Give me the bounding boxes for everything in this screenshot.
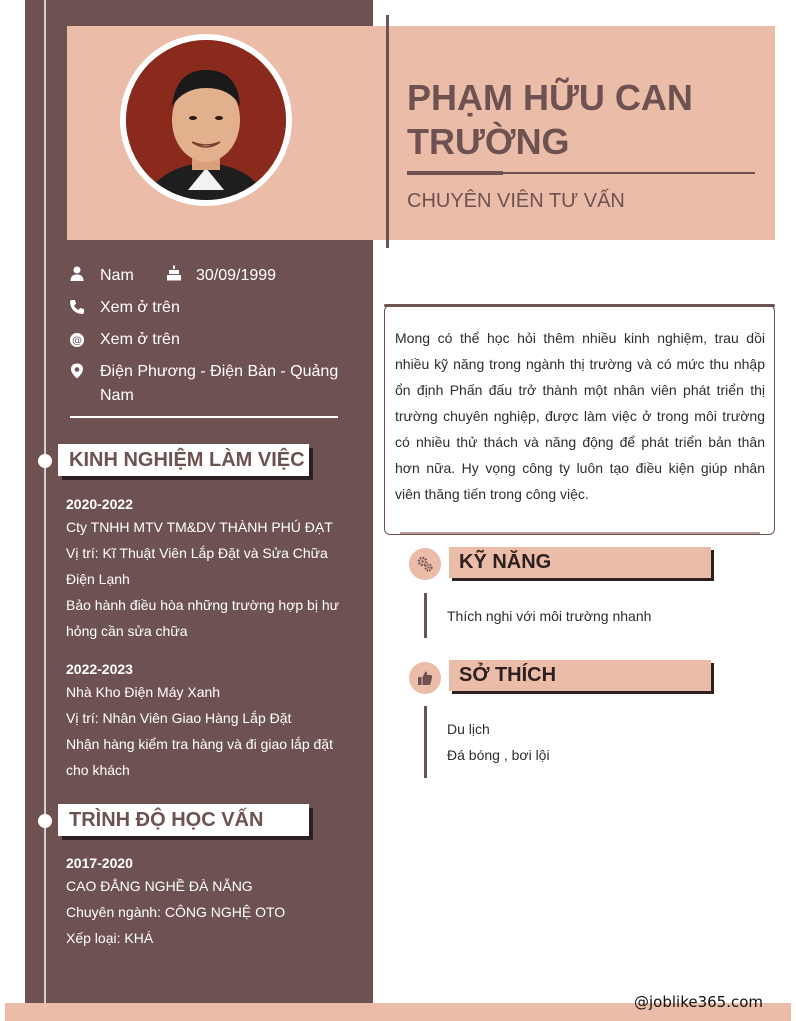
gender-text: Nam bbox=[100, 267, 134, 284]
watermark-text: @joblike365.com bbox=[634, 993, 764, 1011]
hobby-item: Đá bóng , bơi lội bbox=[447, 747, 550, 763]
gears-icon bbox=[417, 556, 433, 572]
experience-years: 2022-2023 bbox=[66, 661, 133, 677]
objective-top-rule bbox=[384, 304, 775, 307]
job-title: CHUYÊN VIÊN TƯ VẤN bbox=[407, 190, 625, 212]
svg-text:@: @ bbox=[72, 335, 82, 347]
experience-heading: KINH NGHIỆM LÀM VIỆC bbox=[69, 449, 305, 471]
timeline-line bbox=[44, 0, 46, 1021]
email-text: Xem ở trên bbox=[100, 331, 180, 348]
experience-position: Vị trí: Kĩ Thuật Viên Lắp Đặt và Sửa Chữa Điện Lạnh bbox=[66, 545, 328, 587]
skills-heading-tab bbox=[449, 547, 711, 578]
header-divider bbox=[386, 15, 389, 248]
phone-icon bbox=[69, 299, 85, 315]
experience-description: Bảo hành điều hòa những trường hợp bị hư hỏng cần sửa chữa bbox=[66, 597, 339, 639]
hobbies-heading: SỞ THÍCH bbox=[459, 664, 557, 686]
birthday-text: 30/09/1999 bbox=[196, 267, 277, 284]
objective-bottom-rule bbox=[400, 532, 760, 534]
hobbies-rule bbox=[424, 706, 427, 778]
experience-company: Nhà Kho Điện Máy Xanh bbox=[66, 684, 221, 700]
skills-rule bbox=[424, 593, 427, 638]
phone-text: Xem ở trên bbox=[100, 299, 180, 316]
experience-years: 2020-2022 bbox=[66, 496, 133, 512]
timeline-dot bbox=[38, 814, 52, 828]
education-grade: Xếp loại: KHÁ bbox=[66, 930, 154, 946]
person-icon bbox=[69, 266, 85, 282]
avatar-portrait-icon bbox=[126, 40, 286, 200]
skills-heading: KỸ NĂNG bbox=[459, 551, 552, 573]
location-icon bbox=[69, 363, 85, 379]
address-text: Điện Phương - Điện Bàn - Quảng Nam bbox=[100, 363, 339, 404]
timeline-dot bbox=[38, 454, 52, 468]
email-icon bbox=[69, 332, 85, 348]
education-major: Chuyên ngành: CÔNG NGHỆ OTO bbox=[66, 904, 286, 920]
name-underline-accent bbox=[407, 171, 503, 175]
avatar bbox=[126, 40, 286, 200]
experience-position: Vị trí: Nhân Viên Giao Hàng Lắp Đặt bbox=[66, 710, 292, 726]
experience-description: Nhận hàng kiểm tra hàng và đi giao lắp đặt cho khách bbox=[66, 736, 333, 778]
career-objective-box bbox=[384, 305, 775, 535]
cake-icon bbox=[166, 265, 182, 281]
education-heading: TRÌNH ĐỘ HỌC VẤN bbox=[69, 809, 264, 831]
hobbies-heading-tab bbox=[449, 660, 711, 691]
experience-company: Cty TNHH MTV TM&DV THÀNH PHÚ ĐẠT bbox=[66, 519, 333, 535]
hobby-item: Du lịch bbox=[447, 721, 490, 737]
education-years: 2017-2020 bbox=[66, 855, 133, 871]
education-school: CAO ĐẲNG NGHỀ ĐÀ NẴNG bbox=[66, 878, 253, 894]
skills-icon-badge bbox=[409, 548, 441, 580]
sidebar-divider bbox=[70, 416, 338, 418]
skill-item: Thích nghi với môi trường nhanh bbox=[447, 608, 652, 624]
education-heading-tab bbox=[58, 804, 309, 836]
experience-heading-tab bbox=[58, 444, 309, 476]
candidate-name: PHẠM HỮU CAN TRƯỜNG bbox=[407, 77, 693, 162]
career-objective-text: Mong có thể học hỏi thêm nhiều kinh nghiệm, trau dồi nhiều kỹ năng trong ngành thị trường và có mức thu nhập ổn định Phấn đấu trở thành một nhân viên phát triển thị trường chuyên nghiệp, được làm việc ở trong môi trường có nhiều thử thách và năng động để phát triển bản thân hơn nữa. Hy vọng công ty luôn tạo điều kiện giúp nhân viên thăng tiến trong công việc. bbox=[395, 330, 765, 502]
hobbies-icon-badge bbox=[409, 662, 441, 694]
thumbs-up-icon bbox=[417, 670, 433, 686]
